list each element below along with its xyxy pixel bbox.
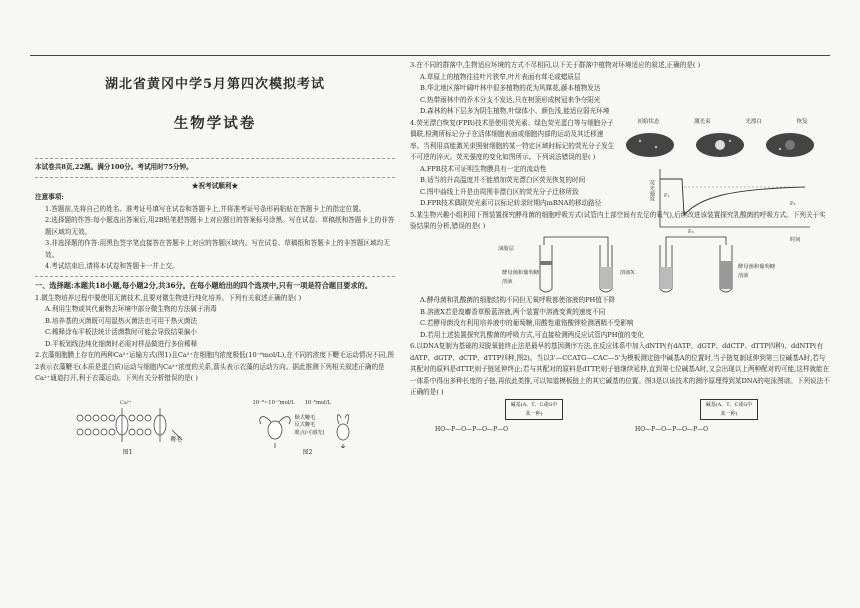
note-item: 2.选择题的作答:每小题选出答案后,用2B铅笔把答题卡上对应题目的答案标号涂黑。写在试卷、草稿纸和答题卡上的非答题区域均无效。 <box>45 216 395 236</box>
label-solution-x: 溶液X <box>620 269 635 276</box>
notes-heading: 注意事项: <box>35 193 64 202</box>
conc-left-label: 10⁻⁸~10⁻⁷mol/L <box>252 400 295 407</box>
q5-option-c: C.若酵母菌没有利用培养液中的葡萄糖,用酸性重铬酸钾检测酒精不受影响 <box>420 319 634 328</box>
question-3-stem: 3.在不同的群落中,生物适应环境的方式不尽相同,以下关于群落中植物对环境适应的叙述,正确的是( ) <box>410 61 701 69</box>
q4-option-b: B.适当的升高温度并不能增加荧光漂白区荧光恢复的时间 <box>420 176 586 185</box>
q3-option-d: D.森林的林下层多为阴生植物,叶绿体小、颜色浅,能适应弱光环境 <box>420 107 610 116</box>
y-axis-label: 荧光强度 <box>648 179 655 201</box>
q3-option-c: C.热带雨林中的乔木分支不发达,只在树顶形成树冠来争夺阳光 <box>420 95 601 104</box>
svg-text:Ca²⁺: Ca²⁺ <box>119 400 131 407</box>
label-photobleach: 光漂白 <box>745 118 762 125</box>
q5-option-a: A.酵母菌和乳酸菌的细胞结构不同但无氧呼吸都使溶液的PH值下降 <box>420 295 616 304</box>
question-6-stem: 6.以DNA复制为基础的双脱氧链终止法是最早的基因测序方法,在反应体系中加入dNTP(有dATP、dGTP、ddCTP、dTTP四种)、ddNTP(有dATP、dGTP、dCTP、dTTP四种,图2)。当以3'—CCATG—CAC—5'为模板测定链中碱基A的位置时,当子链复制延伸到第三位碱基A时,若与其配对的原料是dTTP,则子链延伸终止;若与其配对的原料是dTTP,则子链继续延伸,直到第七位碱基A时,又会出现以上两种配对的可能,这样就能在一体系中得出多种长度的子链,再依此类推,可以知道模板链上的其它碱基的位置。图3是以该技术的测序原理得到某DNA的电泳图谱。下列说法不正确的是( ) <box>410 342 830 397</box>
q6-figure <box>410 399 830 439</box>
note-item: 1.答题前,先将自己的姓名、准考证号填写在试卷和答题卡上,并将准考证号条形码粘贴在答题卡上的指定位置。 <box>45 204 366 213</box>
curve-label-f0: F₀ <box>688 228 694 235</box>
curve-label-f1: F₁ <box>664 192 670 199</box>
divider <box>35 276 395 277</box>
conc-right-label: 10⁻⁶mol/L <box>304 400 331 407</box>
q5-figure <box>410 233 830 295</box>
q2-figure-1 <box>68 396 188 459</box>
q5-option-d: D.若用上述装置探究乳酸菌的呼吸方式,可直接检测两反应试管内PH值的变化 <box>420 330 644 339</box>
note-item: 4.考试结束后,请将本试卷和答题卡一并上交。 <box>45 262 179 271</box>
left-column <box>35 60 395 463</box>
exam-title: 湖北省黄冈中学5月第四次模拟考试 <box>104 77 326 92</box>
q1-option-a: A.利用生物或其代谢物去环境中部分微生物的方法属于消毒 <box>45 305 217 314</box>
question-5-stem: 5.某生物兴趣小组利用下图装置探究酵母菌的细胞呼吸方式(试管内上部空间有充足的氧气),后续改进该装置探究乳酸菌的呼吸方式。下列关于实验结果的分析,错误的是( ) <box>410 210 826 231</box>
nucleotide-chain-2: HO—P—O—P—O—P—O <box>635 425 709 433</box>
q3-option-a: A.草原上的植物往往叶片狭窄,叶片表面有茸毛或蜡质层 <box>420 72 581 81</box>
curve-label-f2: F₂ <box>790 200 796 207</box>
label-laser: 激光束 <box>694 118 711 125</box>
q4-option-a: A.FPR技术可证明生物膜具有一定的流动性 <box>420 164 547 173</box>
label-yeast-solution-right: 酵母菌和葡萄糖溶液 <box>738 263 776 280</box>
q1-option-b: B.培养基的灭菌既可用湿热灭菌法也可用干热灭菌法 <box>45 316 198 325</box>
question-2-stem: 2.衣藻细胞膜上存在的两种Ca²⁺运输方式(图1)且Ca²⁺在细胞内浓度极低(10⁻⁸mol/L),在不同的浓度下鞭毛运动情况不同,图2表示衣藻鞭毛(本质是蛋白质)运动与细胞内Ca²⁺浓度的关系,箭头表示衣藻的运动方向。据此推测下列相关叙述正确的是 Ca²⁺通道打开,利于衣藻运动。下列有关分析错误的是( ) <box>35 351 394 383</box>
label-initial-state: 初始状态 <box>637 118 660 125</box>
q4-figure <box>620 118 825 243</box>
meta-line: 本试卷共8页,22题。满分100分。考试用时75分钟。 <box>35 163 193 172</box>
x-axis-label: 时间 <box>790 236 801 243</box>
right-column <box>410 60 830 439</box>
question-1-stem: 1.微生物培养过程中要使用无菌技术,且要对微生物进行纯化培养。下列有关叙述正确的是( ) <box>35 293 302 302</box>
base-box-2: 碱基(A、T、C或G中某一种) <box>700 399 758 421</box>
nucleotide-chain-1: HO—P—O—P—O—P—O <box>435 425 509 433</box>
base-box-1: 碱基(A、T、C或G中某一种) <box>505 399 563 421</box>
q5-option-b: B.溶液X若是溴麝香草酚蓝溶液,两个装置中溶液变黄的速度不同 <box>420 307 606 316</box>
legend-cis-flagella: 顺式鞭毛 <box>294 415 316 422</box>
divider <box>35 158 395 159</box>
note-item: 3.非选择题的作答:用黑色签字笔直接答在答题卡上对应的答题区域内。写在试卷、草稿纸和答题卡上的非答题区域均无效。 <box>45 239 390 259</box>
exam-subtitle: 生物学试卷 <box>173 114 257 132</box>
q1-option-c: C.稀释涂布平板法统计活菌数时可能会导致结果偏小 <box>45 328 197 337</box>
q4-option-d: D.FPR技术偶联荧光素可以标记转录时期内mRNA的移动路径 <box>420 199 602 208</box>
q4-option-c: C.图中曲线上升是由周围非漂白区的荧光分子迁移所致 <box>420 187 579 196</box>
q1-option-d: D.平板划线法纯化细菌时必需对样品做进行多倍稀释 <box>45 339 198 348</box>
top-rule <box>30 55 830 56</box>
section-heading: 一、选择题:本题共18小题,每小题2分,共36分。在每小题给出的四个选项中,只有一项是符合题目要求的。 <box>35 280 373 290</box>
q2-figures <box>35 389 395 459</box>
secret-label: ★祝考试顺利★ <box>191 181 239 190</box>
flagella-tag: 鞭毛 <box>170 437 182 444</box>
q2-figure-2 <box>253 399 363 459</box>
label-oil-layer: 油脂层 <box>498 245 514 252</box>
label-yeast-solution-left: 酵母菌和葡萄糖溶液 <box>502 269 540 286</box>
figure-2-caption: 图2 <box>302 449 313 457</box>
question-4-stem: 4.荧光漂白恢复(FPR)技术是使用荧光素、绿色荧光蛋白等与细胞分子偶联,检测所标记分子在活体细胞表面或细胞内部的运动及其迁移速率。当利用高能激光束照射细胞的某一特定区域时标记的荧光分子发生不可逆的淬灭。荧光强度的变化如图所示。下列说法错误的是( ) <box>410 118 615 162</box>
figure-1-caption: 图1 <box>122 449 133 457</box>
legend-eyespot: 眼点(可感光) <box>294 429 325 436</box>
label-recovery: 恢复 <box>796 118 808 125</box>
divider <box>35 177 395 178</box>
legend-trans-flagella: 反式鞭毛 <box>294 422 316 429</box>
q3-option-b: B.华北地区落叶阔叶林中很多植物的花为风媒花,藤本植物发达 <box>420 84 601 93</box>
